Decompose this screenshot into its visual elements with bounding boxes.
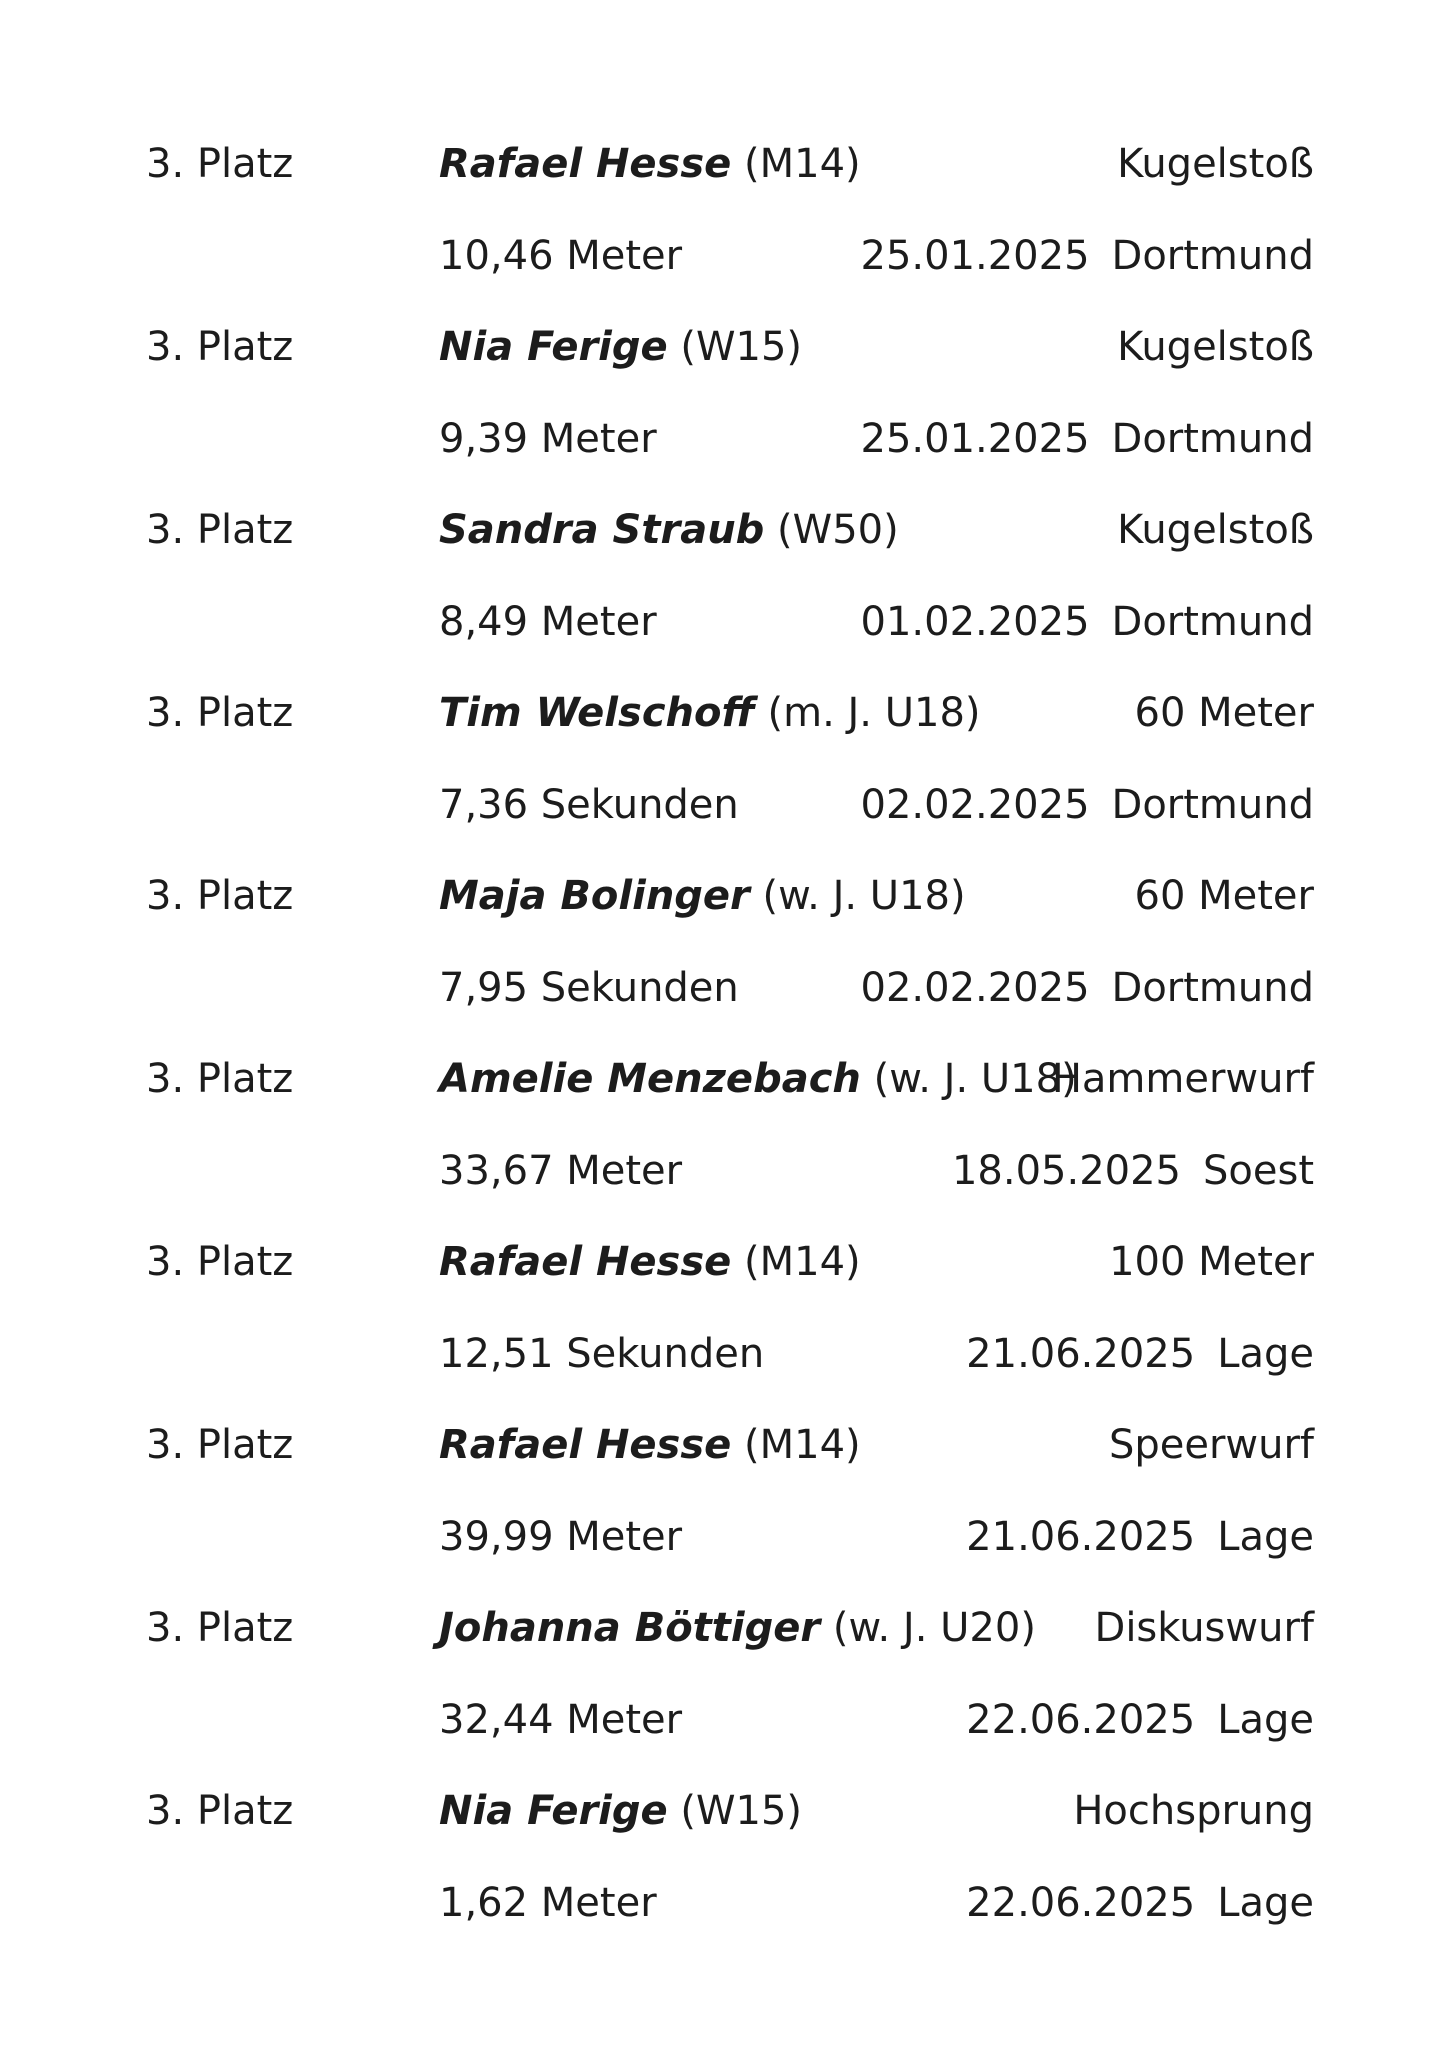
result-entry [0,1049,1454,1233]
entry-header-line [0,683,1454,743]
athlete-name: Johanna Böttiger [439,1605,821,1651]
entry-header-line [0,1598,1454,1658]
event-discipline: Hammerwurf [1051,1056,1314,1102]
athlete-name: Sandra Straub [439,507,765,553]
place-label: 3. Platz [146,1239,294,1285]
result-entry [0,1232,1454,1416]
result-value: 9,39 Meter [439,416,657,462]
age-category: (W50) [777,507,899,553]
date-location [861,958,1315,1018]
entry-detail-line [0,226,1454,286]
place-label: 3. Platz [146,690,294,736]
event-date: 25.01.2025 [860,233,1090,279]
age-category: (M14) [744,141,861,187]
age-category: (W15) [680,324,803,370]
athlete-name: Rafael Hesse [439,141,732,187]
entry-header-line [0,1781,1454,1841]
age-category: (W15) [680,1788,803,1834]
event-location: Lage [1217,1514,1314,1560]
event-discipline: 60 Meter [1134,873,1314,919]
age-category: (m. J. U18) [767,690,981,736]
result-value: 7,36 Sekunden [439,782,739,828]
event-location: Dortmund [1111,965,1314,1011]
athlete-name: Tim Welschoff [439,690,755,736]
result-entry [0,1598,1454,1782]
athlete [439,134,861,194]
result-entry [0,683,1454,867]
event-date: 22.06.2025 [966,1697,1196,1743]
place-label: 3. Platz [146,1422,294,1468]
entry-header-line [0,134,1454,194]
date-location [952,1141,1314,1201]
age-category: (M14) [744,1422,861,1468]
athlete-name: Amelie Menzebach [439,1056,861,1102]
place-label: 3. Platz [146,873,294,919]
event-location: Lage [1217,1331,1314,1377]
entry-header-line [0,866,1454,926]
entry-detail-line [0,1141,1454,1201]
age-category: (w. J. U18) [873,1056,1077,1102]
event-discipline: Kugelstoß [1117,141,1314,187]
entry-detail-line [0,1690,1454,1750]
entry-header-line [0,500,1454,560]
athlete [439,866,966,926]
date-location [861,226,1315,286]
athlete [439,1232,861,1292]
athlete [439,317,802,377]
result-value: 10,46 Meter [439,233,683,279]
place-label: 3. Platz [146,1605,294,1651]
entry-detail-line [0,1507,1454,1567]
entry-header-line [0,1049,1454,1109]
event-date: 22.06.2025 [966,1880,1196,1926]
entry-detail-line [0,958,1454,1018]
result-value: 39,99 Meter [439,1514,683,1560]
event-location: Lage [1217,1880,1314,1926]
place-label: 3. Platz [146,507,294,553]
event-discipline: Kugelstoß [1117,324,1314,370]
result-value: 7,95 Sekunden [439,965,739,1011]
event-location: Dortmund [1111,599,1314,645]
entry-detail-line [0,592,1454,652]
event-location: Dortmund [1111,416,1314,462]
athlete-name: Rafael Hesse [439,1422,732,1468]
result-entry [0,317,1454,501]
event-discipline: 100 Meter [1109,1239,1314,1285]
entry-detail-line [0,1324,1454,1384]
athlete [439,683,981,743]
event-date: 01.02.2025 [860,599,1090,645]
event-discipline: Hochsprung [1073,1788,1314,1834]
date-location [966,1324,1314,1384]
event-discipline: Speerwurf [1108,1422,1314,1468]
place-label: 3. Platz [146,324,294,370]
event-location: Dortmund [1111,782,1314,828]
date-location [966,1507,1314,1567]
result-entry [0,500,1454,684]
entry-detail-line [0,775,1454,835]
athlete-name: Rafael Hesse [439,1239,732,1285]
entry-header-line [0,317,1454,377]
result-value: 32,44 Meter [439,1697,683,1743]
entry-header-line [0,1232,1454,1292]
date-location [861,775,1315,835]
athlete [439,1598,1036,1658]
entry-detail-line [0,1873,1454,1933]
result-entry [0,134,1454,318]
event-location: Dortmund [1111,233,1314,279]
age-category: (w. J. U18) [762,873,966,919]
athlete [439,1415,861,1475]
date-location [966,1873,1314,1933]
event-discipline: 60 Meter [1134,690,1314,736]
place-label: 3. Platz [146,1788,294,1834]
event-discipline: Diskuswurf [1094,1605,1314,1651]
athlete [439,1781,802,1841]
entry-detail-line [0,409,1454,469]
result-value: 8,49 Meter [439,599,657,645]
event-date: 18.05.2025 [951,1148,1181,1194]
result-entry [0,866,1454,1050]
event-date: 25.01.2025 [860,416,1090,462]
age-category: (M14) [744,1239,861,1285]
event-location: Lage [1217,1697,1314,1743]
event-discipline: Kugelstoß [1117,507,1314,553]
age-category: (w. J. U20) [832,1605,1036,1651]
result-value: 33,67 Meter [439,1148,683,1194]
date-location [966,1690,1314,1750]
event-date: 02.02.2025 [860,782,1090,828]
result-value: 12,51 Sekunden [439,1331,765,1377]
event-date: 21.06.2025 [966,1331,1196,1377]
date-location [861,409,1315,469]
result-entry [0,1415,1454,1599]
athlete-name: Nia Ferige [439,1788,668,1834]
athlete [439,500,899,560]
entry-header-line [0,1415,1454,1475]
place-label: 3. Platz [146,141,294,187]
event-date: 21.06.2025 [966,1514,1196,1560]
date-location [861,592,1315,652]
place-label: 3. Platz [146,1056,294,1102]
athlete [439,1049,1077,1109]
athlete-name: Maja Bolinger [439,873,750,919]
event-location: Soest [1203,1148,1314,1194]
athlete-name: Nia Ferige [439,324,668,370]
result-value: 1,62 Meter [439,1880,657,1926]
event-date: 02.02.2025 [860,965,1090,1011]
result-entry [0,1781,1454,1965]
